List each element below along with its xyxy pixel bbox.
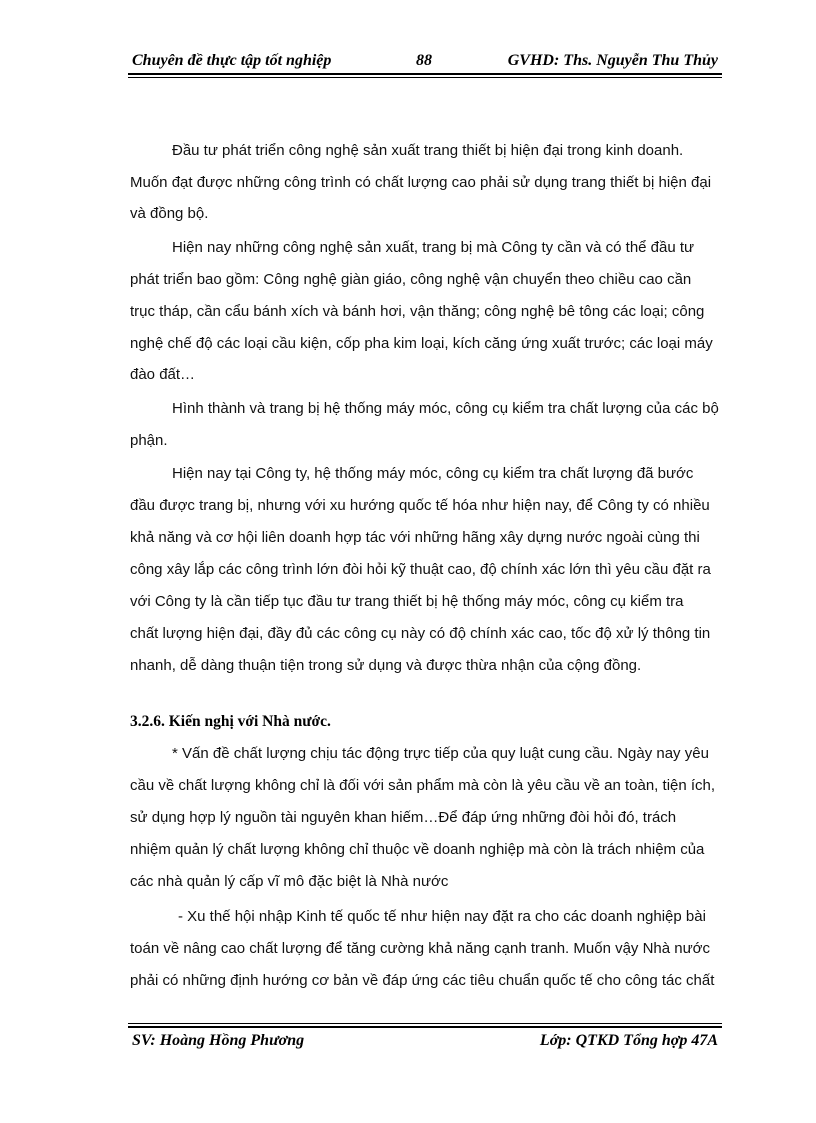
text-line: Muốn đạt được những công trình có chất lượng cao phải sử dụng trang thiết bị hiện đại [130, 174, 712, 191]
page-footer [130, 1032, 720, 1052]
footer-class: Lớp: QTKD Tổng hợp 47A [539, 1032, 718, 1049]
page-number: 88 [416, 52, 432, 69]
text-line: cầu về chất lượng không chỉ là đối với sản phẩm mà còn là yêu cầu về an toàn, tiện ích, [130, 777, 716, 794]
text-line: Hiện nay những công nghệ sản xuất, trang bị mà Công ty cần và có thể đầu tư [172, 239, 695, 256]
text-line: phát triển bao gồm: Công nghệ giàn giáo, công nghệ vận chuyển theo chiều cao cần [130, 271, 692, 288]
text-line: khả năng và cơ hội liên doanh hợp tác với những hãng xây dựng nước ngoài cùng thi [130, 529, 700, 546]
text-line: và đồng bộ. [130, 205, 209, 222]
text-line: chất lượng hiện đại, đầy đủ các công cụ này có độ chính xác cao, tốc độ xử lý thông tin [130, 625, 711, 642]
text-line: nhiệm quản lý chất lượng không chỉ thuộc về doanh nghiệp mà còn là trách nhiệm của [130, 841, 705, 858]
text-line: đào đất… [130, 366, 196, 383]
footer-rule-thin [128, 1023, 722, 1024]
header-title: Chuyên đề thực tập tốt nghiệp [132, 52, 332, 69]
text-line: toán về nâng cao chất lượng để tăng cường khả năng cạnh tranh. Muốn vậy Nhà nước [130, 940, 710, 957]
text-line: phận. [130, 432, 168, 449]
text-line: Đầu tư phát triển công nghệ sản xuất trang thiết bị hiện đại trong kinh doanh. [172, 142, 684, 159]
text-line: * Vấn đề chất lượng chịu tác động trực tiếp của quy luật cung cầu. Ngày nay yêu [172, 745, 709, 762]
text-line: Hiện nay tại Công ty, hệ thống máy móc, công cụ kiểm tra chất lượng đã bước [172, 465, 694, 482]
text-line: công xây lắp các công trình lớn đòi hỏi kỹ thuật cao, độ chính xác lớn thì yêu cầu đặt ra [130, 561, 711, 578]
page-header [130, 52, 720, 72]
text-line: sử dụng hợp lý nguồn tài nguyên khan hiếm…Để đáp ứng những đòi hỏi đó, trách [130, 809, 677, 826]
footer-rule-thick [128, 1026, 722, 1028]
text-line: nghệ chế độ các loại cầu kiện, cốp pha kim loại, kích căng ứng xuất trước; các loại máy [130, 335, 713, 352]
text-line: Hình thành và trang bị hệ thống máy móc, công cụ kiểm tra chất lượng của các bộ [172, 400, 719, 417]
header-rule-thin [128, 77, 722, 78]
section-heading: 3.2.6. Kiến nghị với Nhà nước. [130, 713, 331, 730]
text-line: nhanh, dễ dàng thuận tiện trong sử dụng và được thừa nhận của cộng đồng. [130, 657, 642, 674]
text-line: - Xu thế hội nhập Kinh tế quốc tế như hiện nay đặt ra cho các doanh nghiệp bài [178, 908, 706, 925]
text-line: phải có những định hướng cơ bản về đáp ứng các tiêu chuẩn quốc tế cho công tác chất [130, 972, 715, 989]
text-line: đầu được trang bị, nhưng với xu hướng quốc tế hóa như hiện nay, để Công ty có nhiều [130, 497, 710, 514]
header-supervisor: GVHD: Ths. Nguyễn Thu Thủy [507, 52, 718, 69]
text-line: với Công ty là cần tiếp tục đầu tư trang thiết bị hệ thống máy móc, công cụ kiểm tra [130, 593, 684, 610]
text-line: các nhà quản lý cấp vĩ mô đặc biệt là Nhà nước [130, 873, 449, 890]
footer-student: SV: Hoàng Hồng Phương [132, 1032, 305, 1049]
header-rule-thick [128, 73, 722, 75]
text-line: trục tháp, cần cẩu bánh xích và bánh hơi, vận thăng; công nghệ bê tông các loại; công [130, 303, 705, 320]
